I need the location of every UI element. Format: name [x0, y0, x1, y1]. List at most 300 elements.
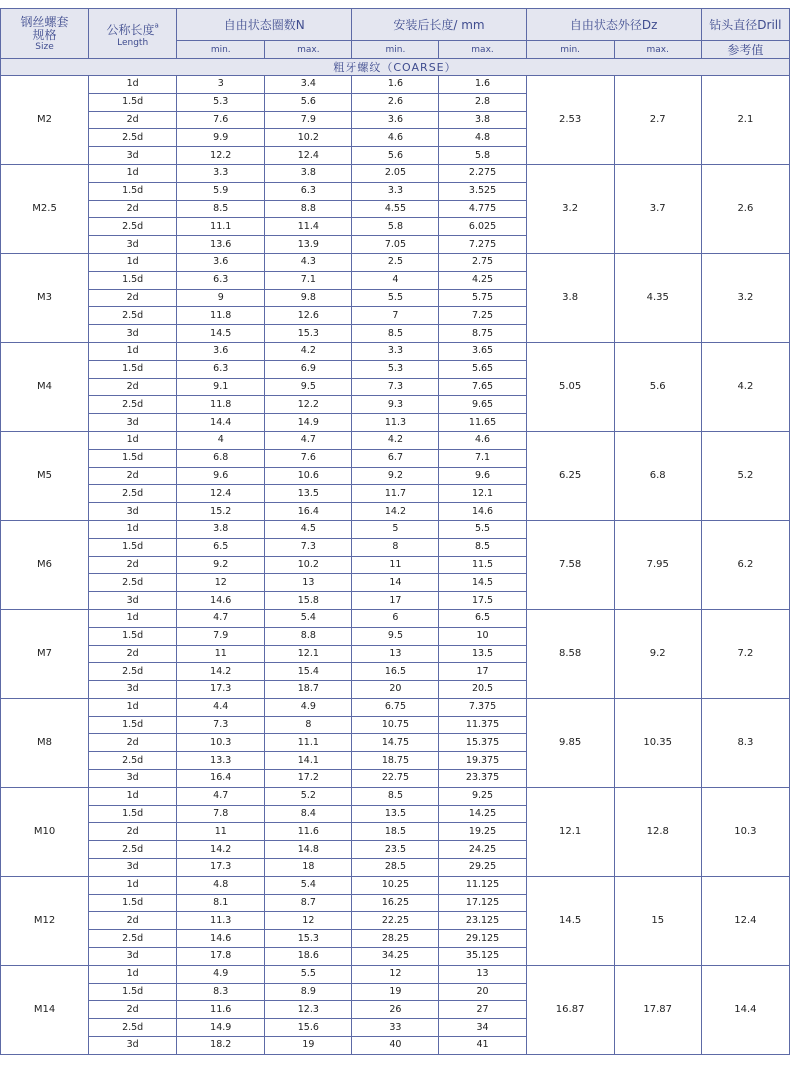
- outer-dia-min-cell: 7.58: [526, 520, 614, 609]
- installed-min-cell: 22.75: [352, 770, 439, 788]
- installed-max-cell: 2.75: [439, 253, 526, 271]
- installed-min-cell: 18.75: [352, 752, 439, 770]
- coils-max-cell: 8.4: [265, 805, 352, 823]
- outer-dia-max-cell: 3.7: [614, 164, 701, 253]
- installed-max-cell: 12.1: [439, 485, 526, 503]
- outer-dia-max-cell: 7.95: [614, 520, 701, 609]
- length-cell: 1.5d: [89, 983, 177, 1001]
- installed-max-cell: 11.125: [439, 876, 526, 894]
- installed-min-cell: 3.3: [352, 182, 439, 200]
- coils-min-cell: 5.9: [177, 182, 265, 200]
- drill-reference-header: 参考值: [701, 41, 789, 59]
- table-row: [1, 253, 790, 271]
- size-header-cn-2: 规格: [32, 27, 57, 42]
- installed-min-cell: 16.25: [352, 894, 439, 912]
- size-cell: M14: [1, 965, 89, 1054]
- length-cell: 1d: [89, 164, 177, 182]
- length-cell: 1d: [89, 698, 177, 716]
- coils-max-cell: 13.5: [265, 485, 352, 503]
- installed-max-cell: 17.125: [439, 894, 526, 912]
- length-cell: 2d: [89, 378, 177, 396]
- installed-max-cell: 14.25: [439, 805, 526, 823]
- coils-min-cell: 14.5: [177, 325, 265, 343]
- installed-min-cell: 9.2: [352, 467, 439, 485]
- outer-dia-min-cell: 5.05: [526, 342, 614, 431]
- coils-max-cell: 12.6: [265, 307, 352, 325]
- size-cell: M4: [1, 342, 89, 431]
- installed-min-cell: 2.6: [352, 93, 439, 111]
- installed-min-cell: 7.3: [352, 378, 439, 396]
- coils-max-cell: 7.1: [265, 271, 352, 289]
- coils-min-cell: 9.9: [177, 129, 265, 147]
- coils-max-cell: 7.9: [265, 111, 352, 129]
- coils-min-cell: 7.6: [177, 111, 265, 129]
- drill-cell: 2.1: [701, 76, 789, 165]
- table-body: [1, 76, 790, 1055]
- coils-max-cell: 15.8: [265, 592, 352, 610]
- installed-max-cell: 5.65: [439, 360, 526, 378]
- coils-max-cell: 7.6: [265, 449, 352, 467]
- length-cell: 2.5d: [89, 1019, 177, 1037]
- installed-max-cell: 5.8: [439, 147, 526, 165]
- coils-max-cell: 12: [265, 912, 352, 930]
- coils-min-cell: 11.1: [177, 218, 265, 236]
- length-cell: 1.5d: [89, 894, 177, 912]
- installed-max-cell: 1.6: [439, 76, 526, 94]
- coils-min-cell: 3: [177, 76, 265, 94]
- installed-min-cell: 7: [352, 307, 439, 325]
- size-cell: M12: [1, 876, 89, 965]
- length-cell: 3d: [89, 503, 177, 521]
- length-cell: 1.5d: [89, 805, 177, 823]
- table-row: [1, 520, 790, 538]
- length-cell: 2.5d: [89, 307, 177, 325]
- length-cell: 1d: [89, 431, 177, 449]
- size-cell: M6: [1, 520, 89, 609]
- installed-max-cell: 19.375: [439, 752, 526, 770]
- installed-min-cell: 40: [352, 1037, 439, 1055]
- length-cell: 2d: [89, 912, 177, 930]
- coils-min-cell: 11.6: [177, 1001, 265, 1019]
- coils-min-cell: 14.4: [177, 414, 265, 432]
- installed-max-cell: 9.25: [439, 787, 526, 805]
- drill-cell: 7.2: [701, 609, 789, 698]
- coils-max-header: max.: [265, 41, 352, 59]
- installed-min-cell: 19: [352, 983, 439, 1001]
- coils-max-cell: 4.7: [265, 431, 352, 449]
- table-row: [1, 431, 790, 449]
- length-header-en: Length: [117, 38, 149, 48]
- drill-cell: 6.2: [701, 520, 789, 609]
- installed-max-cell: 13: [439, 965, 526, 983]
- table-row: [1, 876, 790, 894]
- installed-min-header: min.: [352, 41, 439, 59]
- installed-min-cell: 1.6: [352, 76, 439, 94]
- installed-min-cell: 5.8: [352, 218, 439, 236]
- coils-min-cell: 12.2: [177, 147, 265, 165]
- table-row: [1, 342, 790, 360]
- coils-min-cell: 8.1: [177, 894, 265, 912]
- installed-min-cell: 3.3: [352, 342, 439, 360]
- coils-min-cell: 17.3: [177, 859, 265, 877]
- coils-min-cell: 4.4: [177, 698, 265, 716]
- drill-cell: 5.2: [701, 431, 789, 520]
- installed-max-cell: 34: [439, 1019, 526, 1037]
- installed-min-cell: 11.3: [352, 414, 439, 432]
- installed-min-cell: 12: [352, 965, 439, 983]
- outer-dia-min-header: min.: [526, 41, 614, 59]
- table-row: [1, 609, 790, 627]
- length-cell: 1d: [89, 342, 177, 360]
- length-cell: 2.5d: [89, 485, 177, 503]
- installed-min-cell: 13: [352, 645, 439, 663]
- coils-min-cell: 3.6: [177, 253, 265, 271]
- installed-max-cell: 14.5: [439, 574, 526, 592]
- length-cell: 3d: [89, 770, 177, 788]
- outer-dia-max-cell: 17.87: [614, 965, 701, 1054]
- installed-min-cell: 18.5: [352, 823, 439, 841]
- installed-max-cell: 29.25: [439, 859, 526, 877]
- coils-min-cell: 10.3: [177, 734, 265, 752]
- drill-cell: 10.3: [701, 787, 789, 876]
- coils-min-cell: 4: [177, 431, 265, 449]
- length-cell: 2d: [89, 200, 177, 218]
- coils-min-cell: 9.1: [177, 378, 265, 396]
- installed-min-cell: 14.2: [352, 503, 439, 521]
- installed-max-cell: 3.8: [439, 111, 526, 129]
- coils-min-cell: 12.4: [177, 485, 265, 503]
- installed-max-cell: 29.125: [439, 930, 526, 948]
- installed-max-cell: 11.65: [439, 414, 526, 432]
- coils-min-cell: 4.8: [177, 876, 265, 894]
- installed-min-cell: 10.25: [352, 876, 439, 894]
- coils-min-cell: 14.6: [177, 930, 265, 948]
- coils-max-cell: 11.1: [265, 734, 352, 752]
- size-cell: M3: [1, 253, 89, 342]
- size-header: [1, 9, 89, 59]
- installed-max-cell: 17.5: [439, 592, 526, 610]
- drill-header: 钻头直径Drill: [701, 9, 789, 41]
- coils-max-cell: 9.8: [265, 289, 352, 307]
- coils-min-cell: 7.8: [177, 805, 265, 823]
- installed-max-cell: 20.5: [439, 681, 526, 699]
- coarse-section-title: 粗牙螺纹（COARSE）: [1, 59, 790, 76]
- length-cell: 1.5d: [89, 360, 177, 378]
- installed-max-cell: 7.375: [439, 698, 526, 716]
- length-cell: 2d: [89, 556, 177, 574]
- size-header-cn-1: 钢丝螺套: [20, 14, 69, 29]
- size-cell: M7: [1, 609, 89, 698]
- drill-cell: 2.6: [701, 164, 789, 253]
- length-cell: 2.5d: [89, 396, 177, 414]
- length-cell: 2d: [89, 734, 177, 752]
- outer-dia-min-cell: 9.85: [526, 698, 614, 787]
- outer-dia-min-cell: 6.25: [526, 431, 614, 520]
- coils-max-cell: 5.6: [265, 93, 352, 111]
- length-cell: 2.5d: [89, 663, 177, 681]
- installed-min-cell: 8.5: [352, 325, 439, 343]
- length-cell: 1d: [89, 253, 177, 271]
- length-cell: 3d: [89, 681, 177, 699]
- length-cell: 1d: [89, 787, 177, 805]
- size-cell: M10: [1, 787, 89, 876]
- length-header-sup: a: [154, 21, 159, 30]
- table-row: [1, 965, 790, 983]
- length-cell: 3d: [89, 236, 177, 254]
- installed-max-cell: 11.375: [439, 716, 526, 734]
- length-cell: 2d: [89, 289, 177, 307]
- coils-max-cell: 13.9: [265, 236, 352, 254]
- coils-max-cell: 12.1: [265, 645, 352, 663]
- installed-max-cell: 6.025: [439, 218, 526, 236]
- size-header-en: Size: [35, 41, 54, 52]
- coils-min-cell: 11: [177, 823, 265, 841]
- coils-max-cell: 7.3: [265, 538, 352, 556]
- installed-min-cell: 6.75: [352, 698, 439, 716]
- installed-min-cell: 3.6: [352, 111, 439, 129]
- length-cell: 2d: [89, 467, 177, 485]
- installed-min-cell: 8.5: [352, 787, 439, 805]
- coils-max-cell: 12.3: [265, 1001, 352, 1019]
- drill-cell: 3.2: [701, 253, 789, 342]
- installed-max-cell: 41: [439, 1037, 526, 1055]
- coils-max-cell: 5.4: [265, 876, 352, 894]
- installed-min-cell: 34.25: [352, 948, 439, 966]
- installed-max-cell: 2.275: [439, 164, 526, 182]
- coils-max-cell: 9.5: [265, 378, 352, 396]
- installed-max-cell: 5.75: [439, 289, 526, 307]
- table-header: [1, 9, 790, 76]
- installed-max-cell: 3.525: [439, 182, 526, 200]
- coils-min-cell: 9.2: [177, 556, 265, 574]
- table-row: [1, 164, 790, 182]
- coils-min-cell: 11.3: [177, 912, 265, 930]
- length-header-cn: 公称长度: [106, 23, 155, 37]
- coils-min-cell: 15.2: [177, 503, 265, 521]
- coils-min-cell: 14.6: [177, 592, 265, 610]
- installed-max-cell: 8.5: [439, 538, 526, 556]
- length-cell: 2d: [89, 645, 177, 663]
- coils-max-cell: 19: [265, 1037, 352, 1055]
- coils-min-cell: 8.5: [177, 200, 265, 218]
- installed-min-cell: 4.6: [352, 129, 439, 147]
- coils-min-cell: 16.4: [177, 770, 265, 788]
- installed-min-cell: 6: [352, 609, 439, 627]
- installed-max-cell: 27: [439, 1001, 526, 1019]
- installed-max-cell: 7.25: [439, 307, 526, 325]
- installed-max-cell: 2.8: [439, 93, 526, 111]
- installed-max-cell: 23.125: [439, 912, 526, 930]
- outer-dia-max-cell: 15: [614, 876, 701, 965]
- installed-max-cell: 35.125: [439, 948, 526, 966]
- coils-min-cell: 4.9: [177, 965, 265, 983]
- installed-min-cell: 4: [352, 271, 439, 289]
- outer-dia-min-cell: 16.87: [526, 965, 614, 1054]
- coils-min-cell: 8.3: [177, 983, 265, 1001]
- installed-max-cell: 7.1: [439, 449, 526, 467]
- length-cell: 3d: [89, 859, 177, 877]
- installed-min-cell: 14.75: [352, 734, 439, 752]
- coils-min-cell: 14.2: [177, 841, 265, 859]
- coils-max-cell: 16.4: [265, 503, 352, 521]
- length-cell: 3d: [89, 147, 177, 165]
- installed-max-cell: 11.5: [439, 556, 526, 574]
- installed-max-cell: 23.375: [439, 770, 526, 788]
- length-cell: 3d: [89, 1037, 177, 1055]
- coil-insert-spec-table: [0, 8, 790, 1055]
- installed-min-cell: 9.5: [352, 627, 439, 645]
- coils-max-cell: 8.7: [265, 894, 352, 912]
- length-cell: 2.5d: [89, 218, 177, 236]
- coils-min-cell: 4.7: [177, 787, 265, 805]
- installed-min-cell: 20: [352, 681, 439, 699]
- coils-min-cell: 3.6: [177, 342, 265, 360]
- coils-max-cell: 10.2: [265, 129, 352, 147]
- installed-min-cell: 26: [352, 1001, 439, 1019]
- length-cell: 1.5d: [89, 93, 177, 111]
- size-cell: M8: [1, 698, 89, 787]
- coils-max-cell: 15.3: [265, 930, 352, 948]
- installed-max-cell: 10: [439, 627, 526, 645]
- installed-max-cell: 4.8: [439, 129, 526, 147]
- coils-min-cell: 7.9: [177, 627, 265, 645]
- coils-max-cell: 5.5: [265, 965, 352, 983]
- length-cell: 3d: [89, 325, 177, 343]
- coils-min-cell: 9: [177, 289, 265, 307]
- installed-max-cell: 5.5: [439, 520, 526, 538]
- installed-max-cell: 7.275: [439, 236, 526, 254]
- installed-min-cell: 2.5: [352, 253, 439, 271]
- length-cell: 1d: [89, 965, 177, 983]
- length-cell: 1.5d: [89, 271, 177, 289]
- outer-dia-max-header: max.: [614, 41, 701, 59]
- installed-length-header: 安装后长度/ mm: [352, 9, 526, 41]
- length-cell: 1d: [89, 76, 177, 94]
- drill-cell: 4.2: [701, 342, 789, 431]
- coils-max-cell: 15.3: [265, 325, 352, 343]
- coils-min-cell: 3.8: [177, 520, 265, 538]
- coils-max-cell: 14.1: [265, 752, 352, 770]
- coils-max-cell: 12.2: [265, 396, 352, 414]
- length-cell: 2d: [89, 1001, 177, 1019]
- outer-dia-min-cell: 14.5: [526, 876, 614, 965]
- coils-min-cell: 13.3: [177, 752, 265, 770]
- coils-min-cell: 12: [177, 574, 265, 592]
- coils-max-cell: 4.2: [265, 342, 352, 360]
- outer-dia-max-cell: 2.7: [614, 76, 701, 165]
- installed-max-cell: 8.75: [439, 325, 526, 343]
- table-row: [1, 76, 790, 94]
- installed-min-cell: 2.05: [352, 164, 439, 182]
- length-cell: 2.5d: [89, 129, 177, 147]
- coils-min-cell: 5.3: [177, 93, 265, 111]
- coils-min-cell: 6.3: [177, 360, 265, 378]
- installed-min-cell: 4.55: [352, 200, 439, 218]
- coils-max-cell: 12.4: [265, 147, 352, 165]
- installed-min-cell: 7.05: [352, 236, 439, 254]
- installed-max-cell: 6.5: [439, 609, 526, 627]
- coils-max-cell: 4.5: [265, 520, 352, 538]
- coils-min-header: min.: [177, 41, 265, 59]
- coils-min-cell: 11.8: [177, 396, 265, 414]
- coils-max-cell: 4.9: [265, 698, 352, 716]
- length-cell: 3d: [89, 592, 177, 610]
- installed-max-cell: 17: [439, 663, 526, 681]
- length-cell: 2d: [89, 823, 177, 841]
- length-cell: 1.5d: [89, 449, 177, 467]
- length-cell: 2.5d: [89, 930, 177, 948]
- outer-dia-min-cell: 12.1: [526, 787, 614, 876]
- installed-min-cell: 5.3: [352, 360, 439, 378]
- coils-min-cell: 13.6: [177, 236, 265, 254]
- coils-min-cell: 3.3: [177, 164, 265, 182]
- installed-min-cell: 22.25: [352, 912, 439, 930]
- installed-max-cell: 24.25: [439, 841, 526, 859]
- installed-min-cell: 5.5: [352, 289, 439, 307]
- installed-max-cell: 13.5: [439, 645, 526, 663]
- table-row: [1, 698, 790, 716]
- coils-max-cell: 10.6: [265, 467, 352, 485]
- coils-max-cell: 13: [265, 574, 352, 592]
- coils-min-cell: 17.3: [177, 681, 265, 699]
- length-cell: 1.5d: [89, 182, 177, 200]
- coils-max-cell: 15.4: [265, 663, 352, 681]
- outer-dia-min-cell: 2.53: [526, 76, 614, 165]
- installed-min-cell: 14: [352, 574, 439, 592]
- length-cell: 1d: [89, 520, 177, 538]
- installed-max-cell: 4.775: [439, 200, 526, 218]
- installed-min-cell: 9.3: [352, 396, 439, 414]
- coils-min-cell: 14.9: [177, 1019, 265, 1037]
- length-cell: 1.5d: [89, 538, 177, 556]
- installed-min-cell: 16.5: [352, 663, 439, 681]
- length-cell: 1d: [89, 609, 177, 627]
- coils-max-cell: 18.7: [265, 681, 352, 699]
- installed-max-cell: 19.25: [439, 823, 526, 841]
- installed-min-cell: 5: [352, 520, 439, 538]
- outer-dia-max-cell: 12.8: [614, 787, 701, 876]
- coils-max-cell: 8.9: [265, 983, 352, 1001]
- coils-max-cell: 5.4: [265, 609, 352, 627]
- length-cell: 1.5d: [89, 627, 177, 645]
- installed-max-cell: 14.6: [439, 503, 526, 521]
- coils-max-cell: 17.2: [265, 770, 352, 788]
- length-cell: 2.5d: [89, 841, 177, 859]
- installed-min-cell: 17: [352, 592, 439, 610]
- coils-min-cell: 18.2: [177, 1037, 265, 1055]
- coils-max-cell: 11.6: [265, 823, 352, 841]
- coils-max-cell: 3.4: [265, 76, 352, 94]
- size-cell: M2.5: [1, 164, 89, 253]
- coils-max-cell: 11.4: [265, 218, 352, 236]
- outer-dia-max-cell: 6.8: [614, 431, 701, 520]
- coils-min-cell: 6.3: [177, 271, 265, 289]
- installed-max-cell: 4.25: [439, 271, 526, 289]
- installed-min-cell: 33: [352, 1019, 439, 1037]
- drill-cell: 14.4: [701, 965, 789, 1054]
- coils-min-cell: 17.8: [177, 948, 265, 966]
- size-cell: M2: [1, 76, 89, 165]
- installed-min-cell: 23.5: [352, 841, 439, 859]
- coils-min-cell: 11.8: [177, 307, 265, 325]
- outer-dia-max-cell: 4.35: [614, 253, 701, 342]
- table-row: [1, 787, 790, 805]
- outer-dia-max-cell: 9.2: [614, 609, 701, 698]
- length-header: [89, 9, 177, 59]
- coils-max-cell: 8.8: [265, 200, 352, 218]
- length-cell: 1d: [89, 876, 177, 894]
- installed-min-cell: 10.75: [352, 716, 439, 734]
